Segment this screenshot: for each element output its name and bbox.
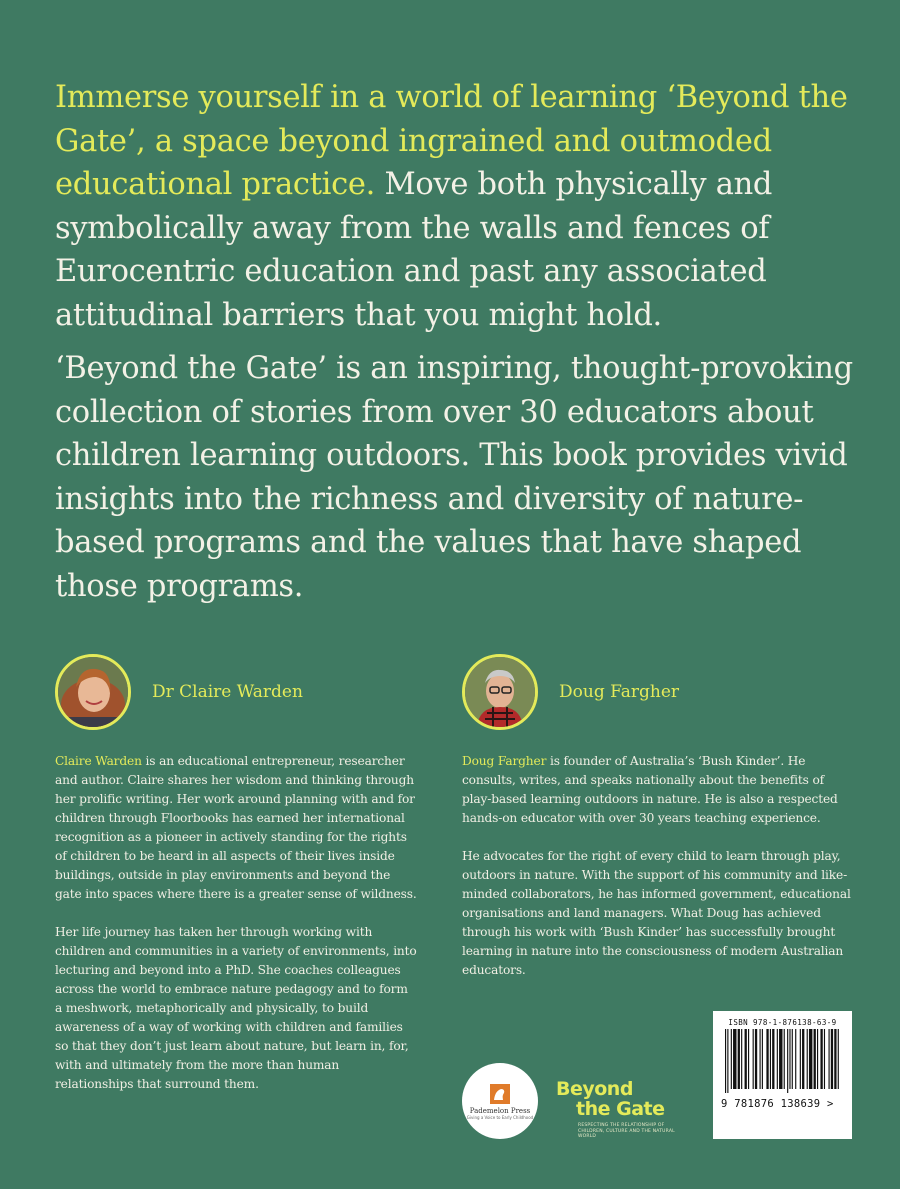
back-cover-blurb xyxy=(55,76,855,608)
bio-doug-paragraph-1 xyxy=(462,752,852,828)
blurb-paragraph-2: ‘Beyond the Gate’ is an inspiring, thought-provoking collection of stories from over 30 educators about children learning outdoors. This book provides vivid insights into the richness and diversity of nature-based programs and the values that have shaped those programs. xyxy=(55,351,853,604)
publisher-logo xyxy=(462,1063,538,1139)
bio-doug-lead: Doug Fargher xyxy=(462,754,547,768)
author-bio-claire xyxy=(55,752,417,1094)
bio-claire-p1-text: is an educational entrepreneur, researcher and author. Claire shares her wisdom and thinking through her prolific writing. Her work around planning with and for children through Floorbooks has earned her international recognition as a pioneer in actively standing for the rights of children to be heard in all aspects of their lives inside buildings, outside in play environments and beyond the gate into spaces where there is a greater sense of wildness. xyxy=(55,754,417,901)
series-logo-tagline: RESPECTING THE RELATIONSHIP OF CHILDREN, CULTURE AND THE NATURAL WORLD xyxy=(578,1123,675,1139)
isbn-barcode xyxy=(713,1011,852,1139)
author-bio-doug xyxy=(462,752,852,980)
author-name-claire: Dr Claire Warden xyxy=(152,682,303,702)
series-logo-line-2: the Gate xyxy=(576,1098,665,1120)
blurb-p1-text: Move both physically and symbolically away from the walls and fences of Eurocentric education and past any associated attitudinal barriers that you might hold. xyxy=(55,167,773,333)
bio-doug-paragraph-2: He advocates for the right of every child to learn through play, outdoors in nature. With the support of his community and like-minded collaborators, he has informed government, educational organisations and land managers. What Doug has achieved through his work with ‘Bush Kinder’ has successfully brought learning in nature into the consciousness of modern Australian educators. xyxy=(462,849,851,977)
barcode-digits: 9 781876 138639 > xyxy=(721,1098,834,1110)
publisher-name: Pademelon Press xyxy=(469,1106,531,1115)
blurb-paragraph-1 xyxy=(55,76,855,337)
author-photo-doug xyxy=(462,654,538,730)
series-logo xyxy=(556,1080,688,1140)
bio-claire-lead: Claire Warden xyxy=(55,754,142,768)
bio-claire-paragraph-2: Her life journey has taken her through working with children and communities in a variety of environments, into lecturing and beyond into a PhD. She coaches colleagues across the world to embrace nature pedagogy and to form a meshwork, metaphorically and physically, to build awareness of a way of working with children and families so that they don’t just learn about nature, but learn in, for, with and ultimately from the more than human relationships that surround them. xyxy=(55,925,417,1091)
bio-claire-paragraph-1 xyxy=(55,752,417,904)
author-photo-claire xyxy=(55,654,131,730)
bio-doug-p1-text: is founder of Australia’s ‘Bush Kinder’. He consults, writes, and speaks nationally about the benefits of play-based learning outdoors in nature. He is also a respected hands-on educator with over 30 years teaching experience. xyxy=(462,754,838,825)
isbn-label: ISBN 978-1-876138-63-9 xyxy=(728,1018,837,1027)
barcode-bars xyxy=(721,1027,844,1093)
author-header-claire xyxy=(55,654,303,730)
series-logo-line-1: Beyond xyxy=(556,1078,633,1100)
pademelon-icon xyxy=(489,1083,511,1105)
publisher-tagline: Giving a Voice to Early Childhood xyxy=(466,1114,534,1120)
blurb-highlight: Immerse yourself in a world of learning ‘Beyond the Gate’, a space beyond ingrained and outmoded educational practice. xyxy=(55,80,848,202)
author-header-doug xyxy=(462,654,679,730)
author-name-doug: Doug Fargher xyxy=(559,682,680,702)
